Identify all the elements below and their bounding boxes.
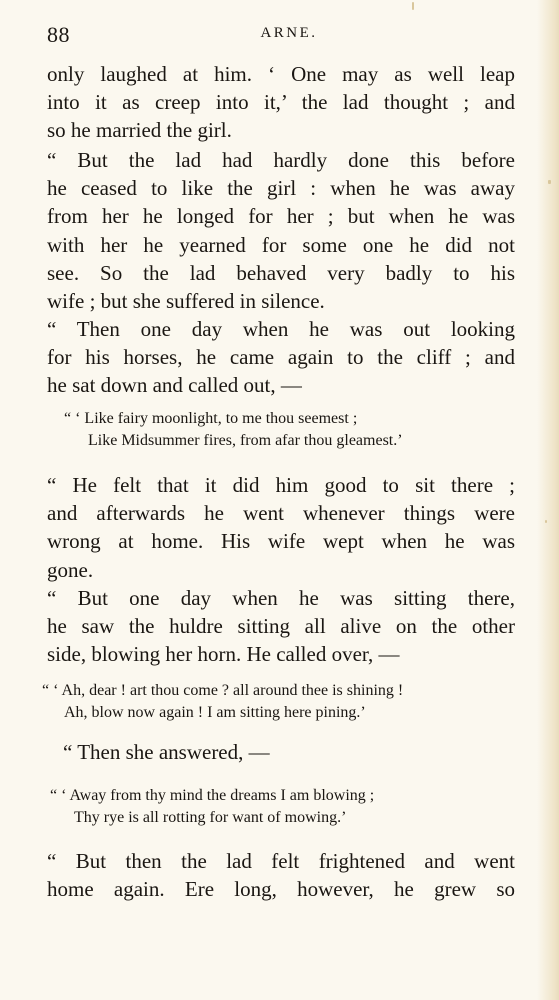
- text-line: “ But the lad had hardly done this before: [47, 148, 515, 172]
- verse-line: “ ‘ Ah, dear ! art thou come ? all around thee is shining !: [42, 682, 404, 699]
- text-line: he saw the huldre sitting all alive on the other: [47, 614, 515, 639]
- text-line: gone.: [47, 557, 94, 582]
- verse-line: “ ‘ Like fairy moonlight, to me thou seemest ;: [64, 410, 358, 427]
- paragraph: [47, 847, 515, 903]
- text-line: wife ; but she suffered in silence.: [47, 288, 325, 313]
- text-line: “ But one day when he was sitting there,: [47, 586, 515, 610]
- page-number: 88: [47, 22, 70, 47]
- page-header: [47, 22, 515, 46]
- text-line: side, blowing her horn. He called over, —: [47, 642, 400, 667]
- running-title: ARNE.: [260, 25, 318, 41]
- text-line: he sat down and called out, —: [47, 373, 302, 398]
- text-line: only laughed at him. ‘ One may as well leap: [47, 62, 515, 86]
- text-line: see. So the lad behaved very badly to his: [47, 260, 515, 285]
- paragraph: [47, 584, 515, 669]
- paragraph: [47, 315, 515, 400]
- verse-line: Ah, blow now again ! I am sitting here pining.’: [64, 704, 366, 721]
- text-line: and afterwards he went whenever things were: [47, 501, 515, 526]
- verse-quote: [64, 408, 403, 452]
- verse-quote: [42, 680, 403, 724]
- paper-speck: [548, 180, 551, 184]
- text-line: home again. Ere long, however, he grew so: [47, 877, 515, 902]
- text-line: “ But then the lad felt frightened and went: [47, 849, 515, 873]
- text-line: from her he longed for her ; but when he was: [47, 204, 515, 229]
- text-line: “ He felt that it did him good to sit there ;: [47, 473, 515, 497]
- text-line: into it as creep into it,’ the lad thought ; and: [47, 90, 515, 115]
- page-edge-shading: [537, 0, 559, 1000]
- text-line: “ Then she answered, —: [63, 740, 270, 764]
- text-line: for his horses, he came again to the cliff ; and: [47, 345, 515, 370]
- paragraph: [47, 60, 515, 145]
- paragraph: [47, 471, 515, 584]
- text-line: so he married the girl.: [47, 118, 232, 143]
- paragraph: [47, 738, 515, 766]
- verse-line: “ ‘ Away from thy mind the dreams I am blowing ;: [50, 787, 375, 804]
- text-line: wrong at home. His wife wept when he was: [47, 529, 515, 554]
- paper-speck: [545, 520, 547, 523]
- paragraph: [47, 146, 515, 315]
- text-line: “ Then one day when he was out looking: [47, 317, 515, 341]
- paper-speck: [412, 2, 414, 10]
- text-line: with her he yearned for some one he did not: [47, 232, 515, 257]
- verse-line: Like Midsummer fires, from afar thou gleamest.’: [88, 432, 403, 449]
- text-line: he ceased to like the girl : when he was away: [47, 176, 515, 201]
- verse-line: Thy rye is all rotting for want of mowing.’: [74, 809, 347, 826]
- verse-quote: [50, 785, 374, 829]
